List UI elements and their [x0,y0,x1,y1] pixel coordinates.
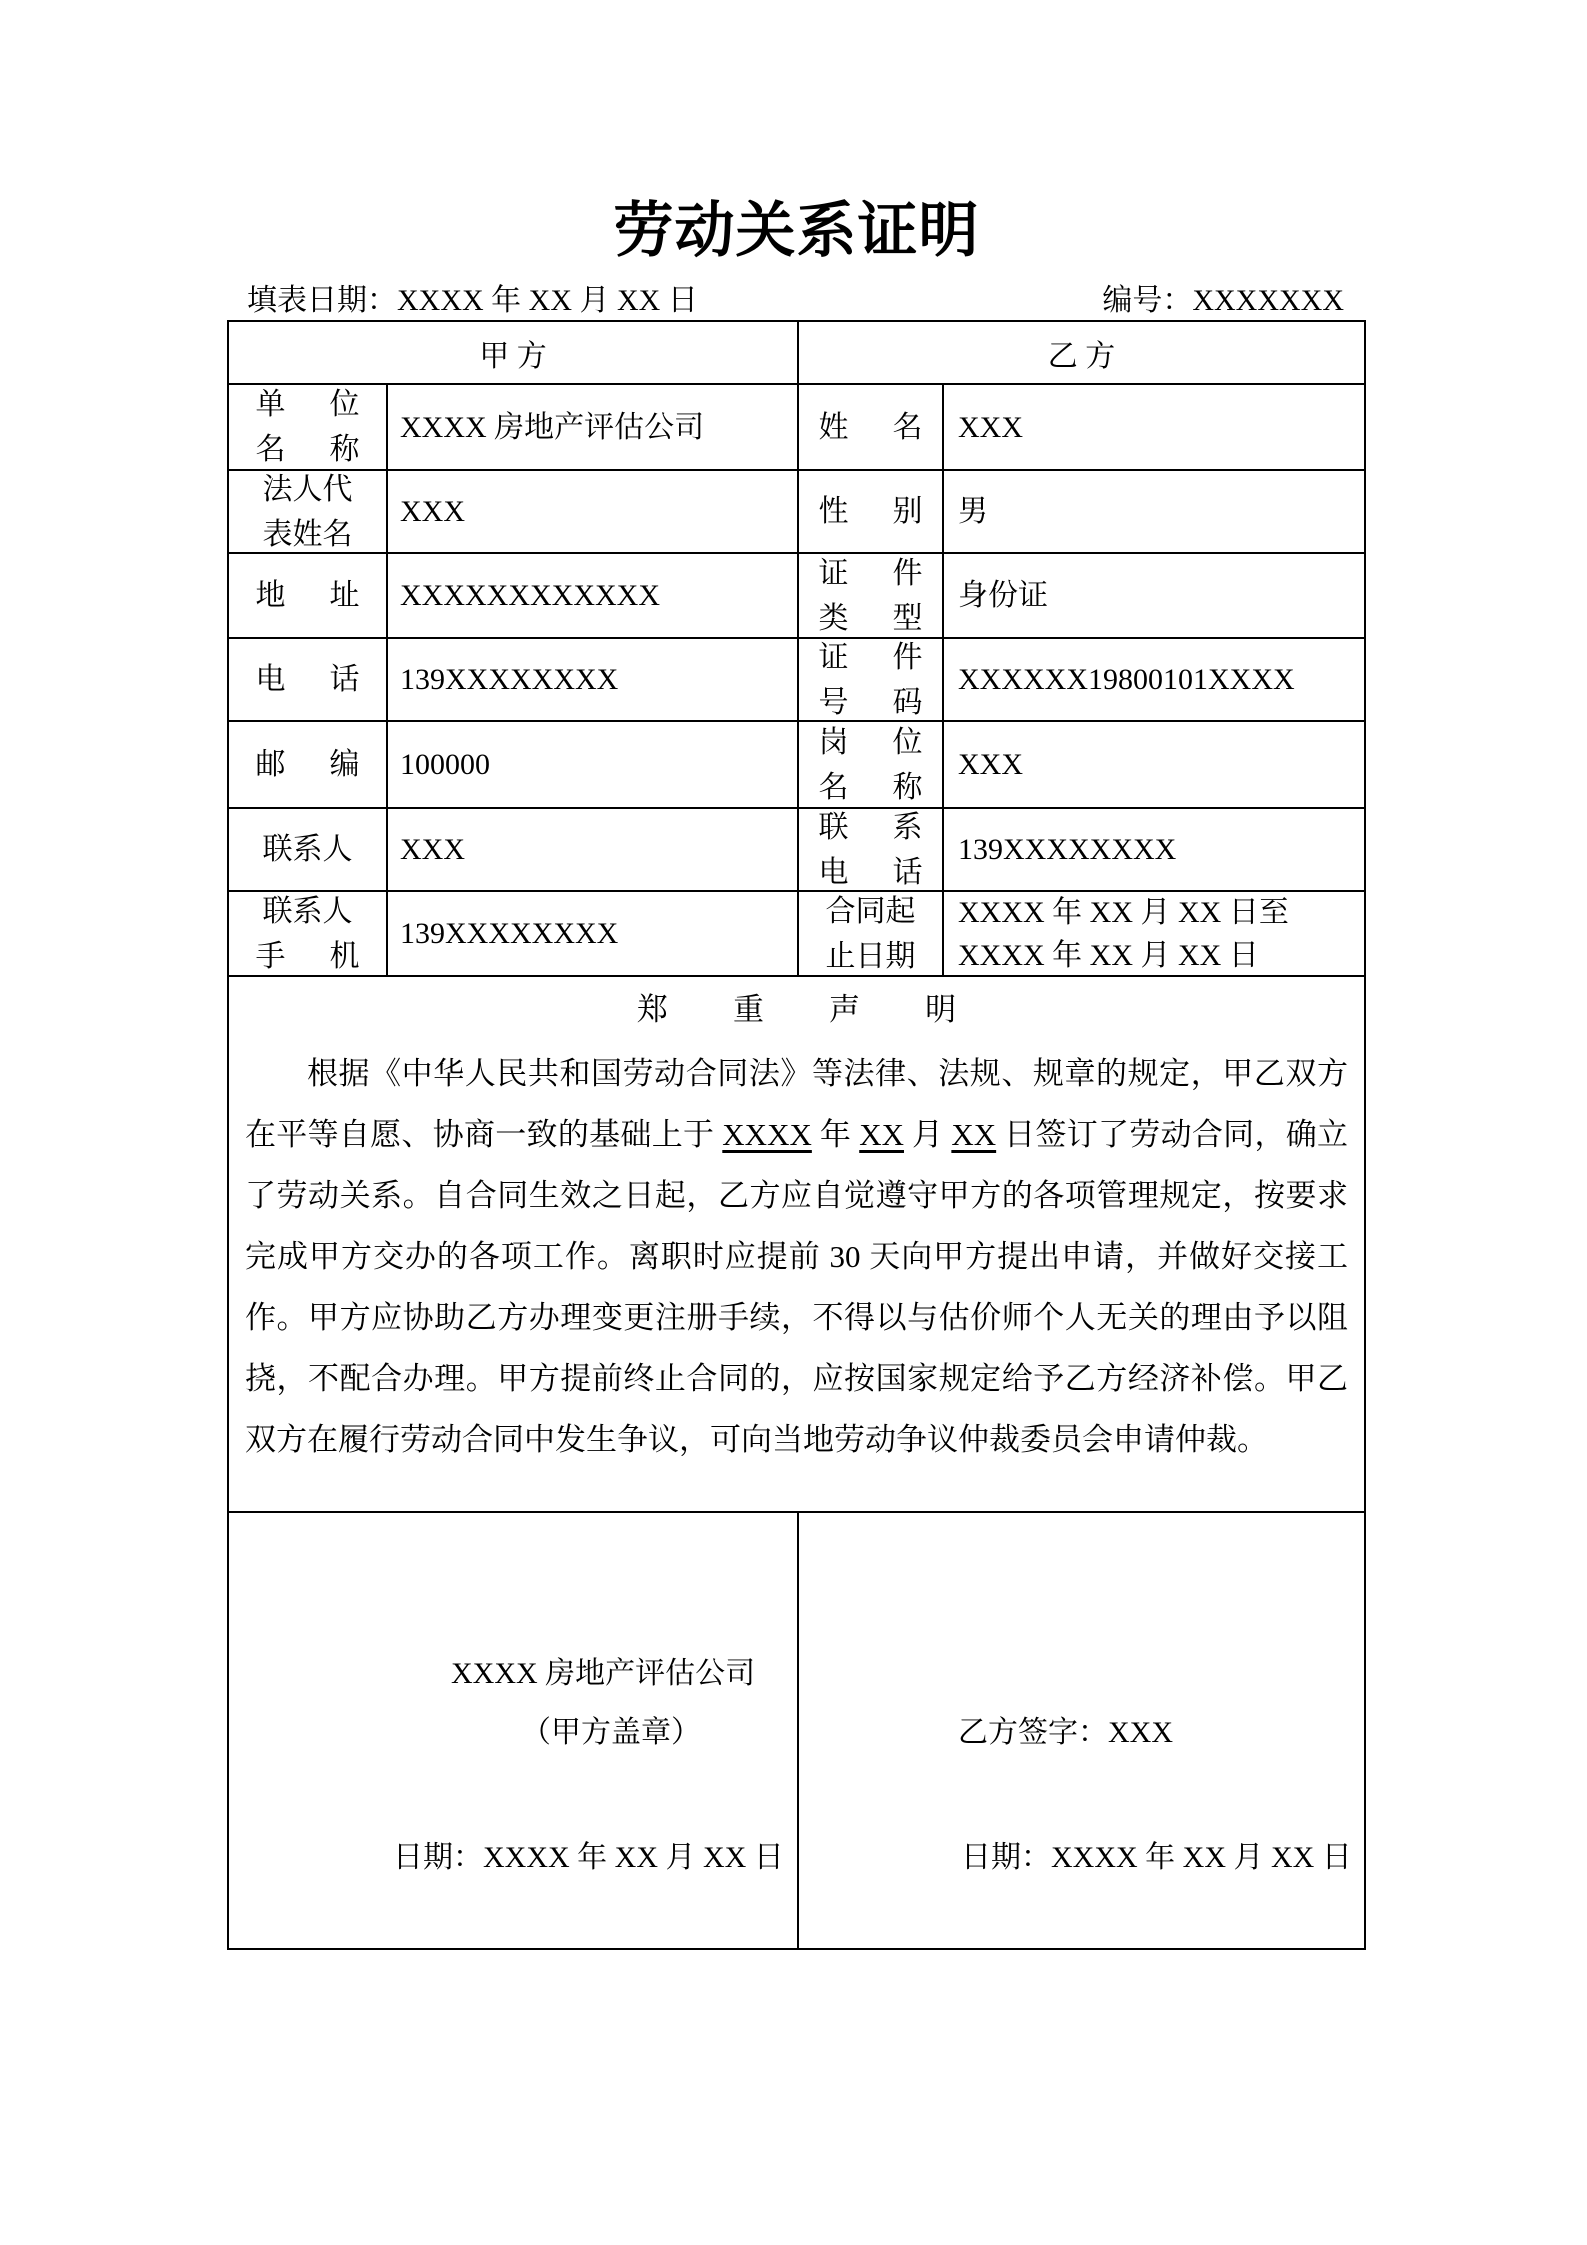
party-a-date: 日期：XXXX 年 XX 月 XX 日 [393,1841,784,1874]
table-row [229,637,1364,720]
employee-name-label: 姓名 [797,385,942,469]
meta-row [227,284,1366,318]
signature-section [229,1511,1364,1948]
contact-phone-label: 联系 电话 [797,809,942,890]
id-type-value: 身份证 [942,554,1364,637]
id-number-label: 证件 号码 [797,639,942,720]
position-label: 岗位 名称 [797,722,942,807]
legal-representative-value: XXX [386,471,797,552]
contract-period-label: 合同起 止日期 [797,892,942,975]
table-header-row [229,322,1364,383]
party-a-signature-cell [229,1513,797,1948]
party-a-header: 甲方 [479,339,555,373]
declaration-cell [229,977,1364,1511]
table-row [229,383,1364,469]
table-row [229,890,1364,975]
party-a-stamp-note: （甲方盖章） [521,1716,701,1749]
party-b-signature-cell [797,1513,1364,1948]
table-row [229,469,1364,552]
postcode-value: 100000 [386,722,797,807]
party-b-date: 日期：XXXX 年 XX 月 XX 日 [961,1841,1352,1874]
declaration-paragraph: 根据《中华人民共和国劳动合同法》等法律、法规、规章的规定，甲乙双方在平等自愿、协商一致的基础上于 XXXX 年 XX 月 XX 日签订了劳动合同，确立了劳动关系。自合同生效之日起，乙方应自觉遵守甲方的各项管理规定，按要求完成甲方交办的各项工作。离职时应提前 30 天向甲方提出申请，并做好交接工作。甲方应协助乙方办理变更注册手续，不得以与估价师个人无关的理由予以阻挠，不配合办理。甲方提前终止合同的，应按国家规定给予乙方经济补偿。甲乙双方在履行劳动合同中发生争议，可向当地劳动争议仲裁委员会申请仲裁。 [245,1056,1349,1457]
contact-phone-value: 139XXXXXXXX [942,809,1364,890]
declaration-section [229,975,1364,1511]
fill-date: 填表日期：XXXX 年 XX 月 XX 日 [247,284,698,317]
id-type-label: 证件 类型 [797,554,942,637]
company-name-label: 单位 名称 [255,388,360,466]
labor-relation-table [227,320,1366,1950]
legal-representative-label: 法人代 表姓名 [262,472,353,551]
party-a-company-name: XXXX 房地产评估公司 [451,1657,756,1690]
id-number-value: XXXXXX19800101XXXX [942,639,1364,720]
contact-person-value: XXX [386,809,797,890]
page-title: 劳动关系证明 [613,197,980,264]
serial-number: 编号：XXXXXXX [1102,284,1344,317]
declaration-heading: 郑重声明 [636,992,1022,1027]
company-name-value: XXXX 房地产评估公司 [386,385,797,469]
contact-mobile-label: 联系人 手机 [255,894,360,973]
gender-value: 男 [942,471,1364,552]
contact-person-label: 联系人 [262,833,353,866]
party-b-header: 乙方 [797,322,1364,383]
party-b-signature: 乙方签字：XXX [958,1716,1173,1749]
address-value: XXXXXXXXXXXX [386,554,797,637]
phone-value: 139XXXXXXXX [386,639,797,720]
table-row [229,807,1364,890]
employee-name-value: XXX [942,385,1364,469]
table-row [229,552,1364,637]
contract-period-value: XXXX 年 XX 月 XX 日至 XXXX 年 XX 月 XX 日 [942,892,1364,975]
position-value: XXX [942,722,1364,807]
phone-label: 电话 [255,663,360,696]
contact-mobile-value: 139XXXXXXXX [386,892,797,975]
table-row [229,720,1364,807]
postcode-label: 邮编 [255,748,360,781]
address-label: 地址 [255,579,360,612]
gender-label: 性别 [797,471,942,552]
